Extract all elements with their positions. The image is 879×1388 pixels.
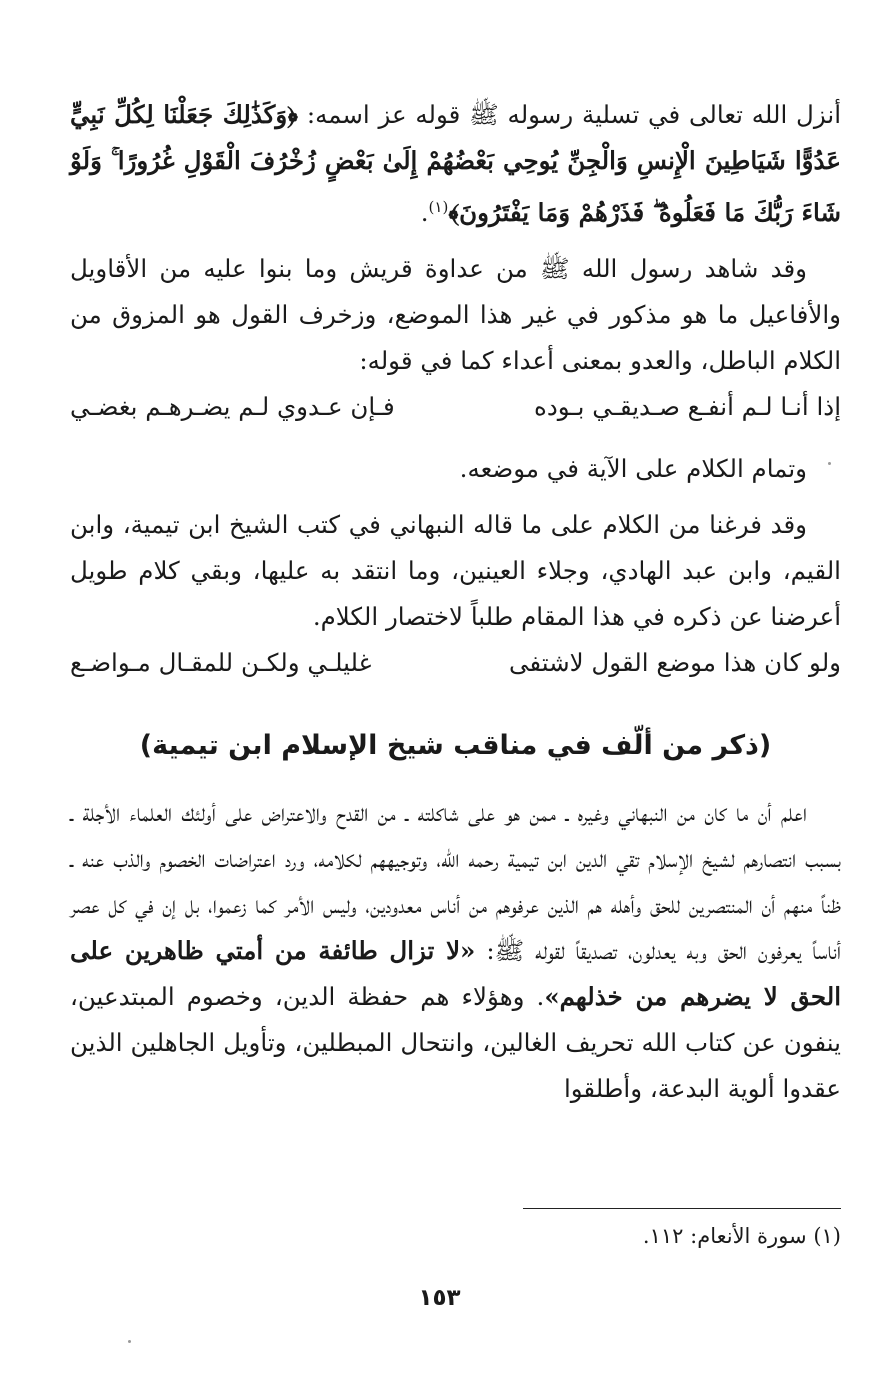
verse-1-first-hemistich: إذا أنـا لـم أنفـع صـديقـي بـوده <box>534 392 841 422</box>
footnote-ref: (١) <box>428 198 449 216</box>
scan-speck <box>828 462 831 465</box>
section-body-text-b: . وهؤلاء هم حفظة الدين، وخصوم المبتدعين، ينفون عن كتاب الله تحريف الغالين، وانتحال المبطلين، وتأويل الجاهلين الذين عقدوا ألوية البدعة، وأطلقوا <box>70 982 841 1104</box>
section-heading: (ذكر من ألّف في مناقب شيخ الإسلام ابن تيمية) <box>139 730 772 762</box>
paragraph-quraysh: وقد شاهد رسول الله ﷺ من عداوة قريش وما بنوا عليه من الأقاويل والأفاعيل ما هو مذكور في غير هذا الموضع، وزخرف القول هو المزوق من الكلام الباطل، والعدو بمعنى أعداء كما في قوله: <box>70 254 841 376</box>
quran-verse: ﴿وَكَذَٰلِكَ جَعَلْنَا لِكُلِّ نَبِيٍّ عَدُوًّا شَيَاطِينَ الْإِنسِ وَالْجِنِّ يُوحِي بَعْضُهُمْ إِلَىٰ بَعْضٍ زُخْرُفَ الْقَوْلِ غُرُورًا ۚ وَلَوْ شَاءَ رَبُّكَ مَا فَعَلُوهُ ۖ فَذَرْهُمْ وَمَا يَفْتَرُونَ﴾ <box>70 100 841 228</box>
verse-1-second-hemistich: فـإن عـدوي لـم يضـرهـم بغضـي <box>70 392 395 422</box>
paragraph-section-body <box>70 790 841 1112</box>
intro-end: . <box>420 198 429 228</box>
section-body-text-a: اعلم أن ما كان من النبهاني وغيره ـ ممن هو على شاكلته ـ من القدح والاعتراض على أولئك العلماء الأجلة ـ بسبب انتصارهم لشيخ الإسلام تقي الدين ابن تيمية رحمه الله، وتوجيههم لكلامه، ورد اعتراضات الخصوم والذب عنه ـ ظناً منهم أن المنتصرين للحق وأهله هم الذين عرفوهم من أناس معدودين، وليس الأمر كما زعموا، بل إن في كل عصر أناساً يعرفون الحق وبه يعدلون، تصديقاً لقوله ﷺ: <box>70 798 841 966</box>
paragraph-quran-intro <box>70 92 841 236</box>
scan-speck <box>128 1340 131 1343</box>
verse-2-first-hemistich: ولو كان هذا موضع القول لاشتفى <box>508 648 841 678</box>
page-number: ١٥٣ <box>418 1285 461 1311</box>
verse-2-second-hemistich: غليلـي ولكـن للمقـال مـواضـع <box>70 648 372 678</box>
hadith-quote: «لا تزال طائفة من أمتي ظاهرين على الحق لا يضرهم من خذلهم» <box>70 936 842 1012</box>
footnote-divider <box>523 1208 841 1209</box>
intro-text: أنزل الله تعالى في تسلية رسوله ﷺ قوله عز اسمه: <box>298 100 842 129</box>
page-body <box>70 92 841 1348</box>
paragraph-nabhani: وقد فرغنا من الكلام على ما قاله النبهاني في كتب الشيخ ابن تيمية، وابن القيم، وابن عبد الهادي، وجلاء العينين، وما انتقد به عليها، وبقي كلام طويل أعرضنا عن ذكره في هذا المقام طلباً لاختصار الكلام. <box>70 510 841 632</box>
footnote: (١) سورة الأنعام: ١١٢. <box>642 1224 841 1248</box>
poetry-verse-1 <box>70 384 841 430</box>
paragraph-completion: وتمام الكلام على الآية في موضعه. <box>459 454 807 484</box>
poetry-verse-2 <box>70 640 841 686</box>
